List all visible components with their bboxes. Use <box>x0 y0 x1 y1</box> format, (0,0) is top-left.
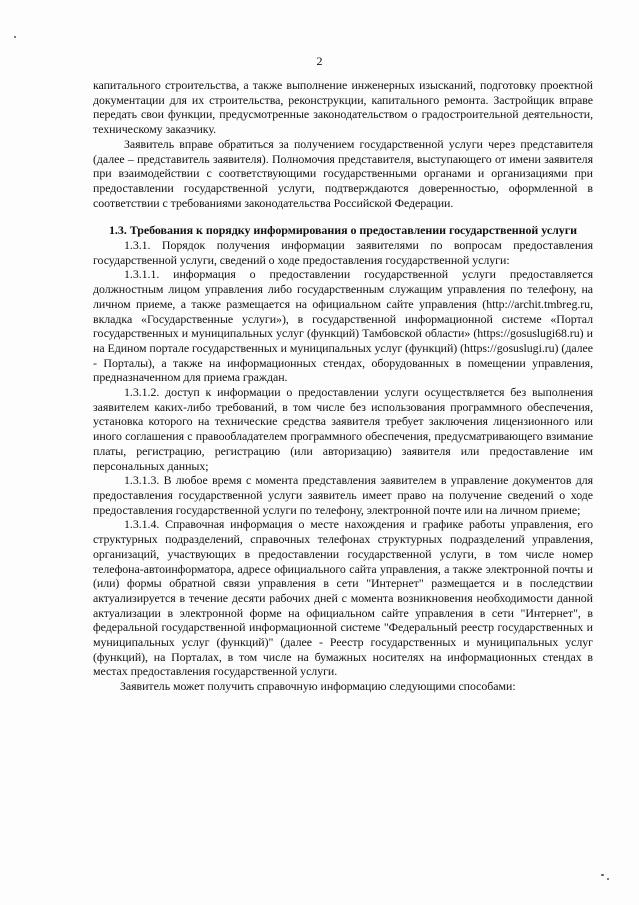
paragraph-representative: Заявитель вправе обратиться за получением государственной услуги через представителя (далее – представитель заявителя). Полномочия представителя, выступающего от имени заявителя при взаимодействии с соответствующими государственными органами и организациями при предоставлении государственной услуги, подтверждаются доверенностью, оформленной в соответствии с требованиями законодательства Российской Федерации. <box>93 136 593 210</box>
item-1-3-1-1: 1.3.1.1. информация о предоставлении государственной услуги предоставляется должностным лицом управления либо государственным служащим управления по телефону, на личном приеме, а также размещается на официальном сайте управления (http://archit.tmbreg.ru, вкладка «Государственные услуги»), в государственной информационной системе «Портал государственных и муниципальных услуг (функций) Тамбовской области» (https://gosuslugi68.ru) и на Едином портале государственных и муниципальных услуг (функций) (https://gosuslugi.ru) (далее - Порталы), а также на информационных стендах, оборудованных в помещении управления, предназначенном для приема граждан. <box>93 267 593 385</box>
page-number: 2 <box>316 54 323 68</box>
closing-paragraph: Заявитель может получить справочную информацию следующими способами: <box>120 679 516 694</box>
paragraph-builder-functions: капитального строительства, а также выполнение инженерных изысканий, подготовку проектной документации для их строительства, реконструкции, капитального ремонта. Застройщик вправе передать свои функции, предусмотренные законодательством о градостроительной деятельности, техническому заказчику. <box>93 78 593 137</box>
scan-speck-bottom-right-2 <box>607 878 609 880</box>
item-1-3-1-4: 1.3.1.4. Справочная информация о месте нахождения и графике работы управления, его структурных подразделений, справочных телефонах структурных подразделений управления, организаций, участвующих в предоставлении государственной услуги, в том числе номер телефона-автоинформатора, адресе официального сайта управления, а также электронной почты и (или) формы обратной связи управления в сети "Интернет" размещается и в последствии актуализируется в течение десяти рабочих дней с момента возникновения необходимости данной актуализации в электронной форме на официальном сайте управления в сети "Интернет", в федеральной государственной информационной системе "Федеральный реестр государственных и муниципальных услуг (функций)" (далее - Реестр государственных и муниципальных услуг (функций), на Порталах, в том числе на бумажных носителях на информационных стендах в местах предоставления государственной услуги. <box>93 517 593 679</box>
scan-speck-top-left <box>14 36 16 38</box>
section-gap <box>93 210 593 223</box>
item-1-3-1-3: 1.3.1.3. В любое время с момента представления заявителем в управление документов для предоставления государственной услуги заявитель имеет право на получение сведений о ходе предоставления государственной услуги по телефону, электронной почте или на личном приеме; <box>93 473 593 517</box>
item-1-3-1-2: 1.3.1.2. доступ к информации о предоставлении услуги осуществляется без выполнения заявителем каких-либо требований, в том числе без использования программного обеспечения, установка которого на технические средства заявителя требует заключения лицензионного или иного соглашения с правообладателем программного обеспечения, предусматривающего взимание платы, регистрацию, регистрацию (или авторизацию) заявителя или предоставление им персональных данных; <box>93 385 593 473</box>
section-heading: 1.3. Требования к порядку информирования о предоставлении государственной услуги <box>108 223 578 238</box>
scan-speck-bottom-right <box>601 874 604 876</box>
document-body <box>93 78 593 694</box>
item-1-3-1: 1.3.1. Порядок получения информации заявителями по вопросам предоставления государственной услуги, сведений о ходе предоставления государственной услуги: <box>93 238 593 267</box>
